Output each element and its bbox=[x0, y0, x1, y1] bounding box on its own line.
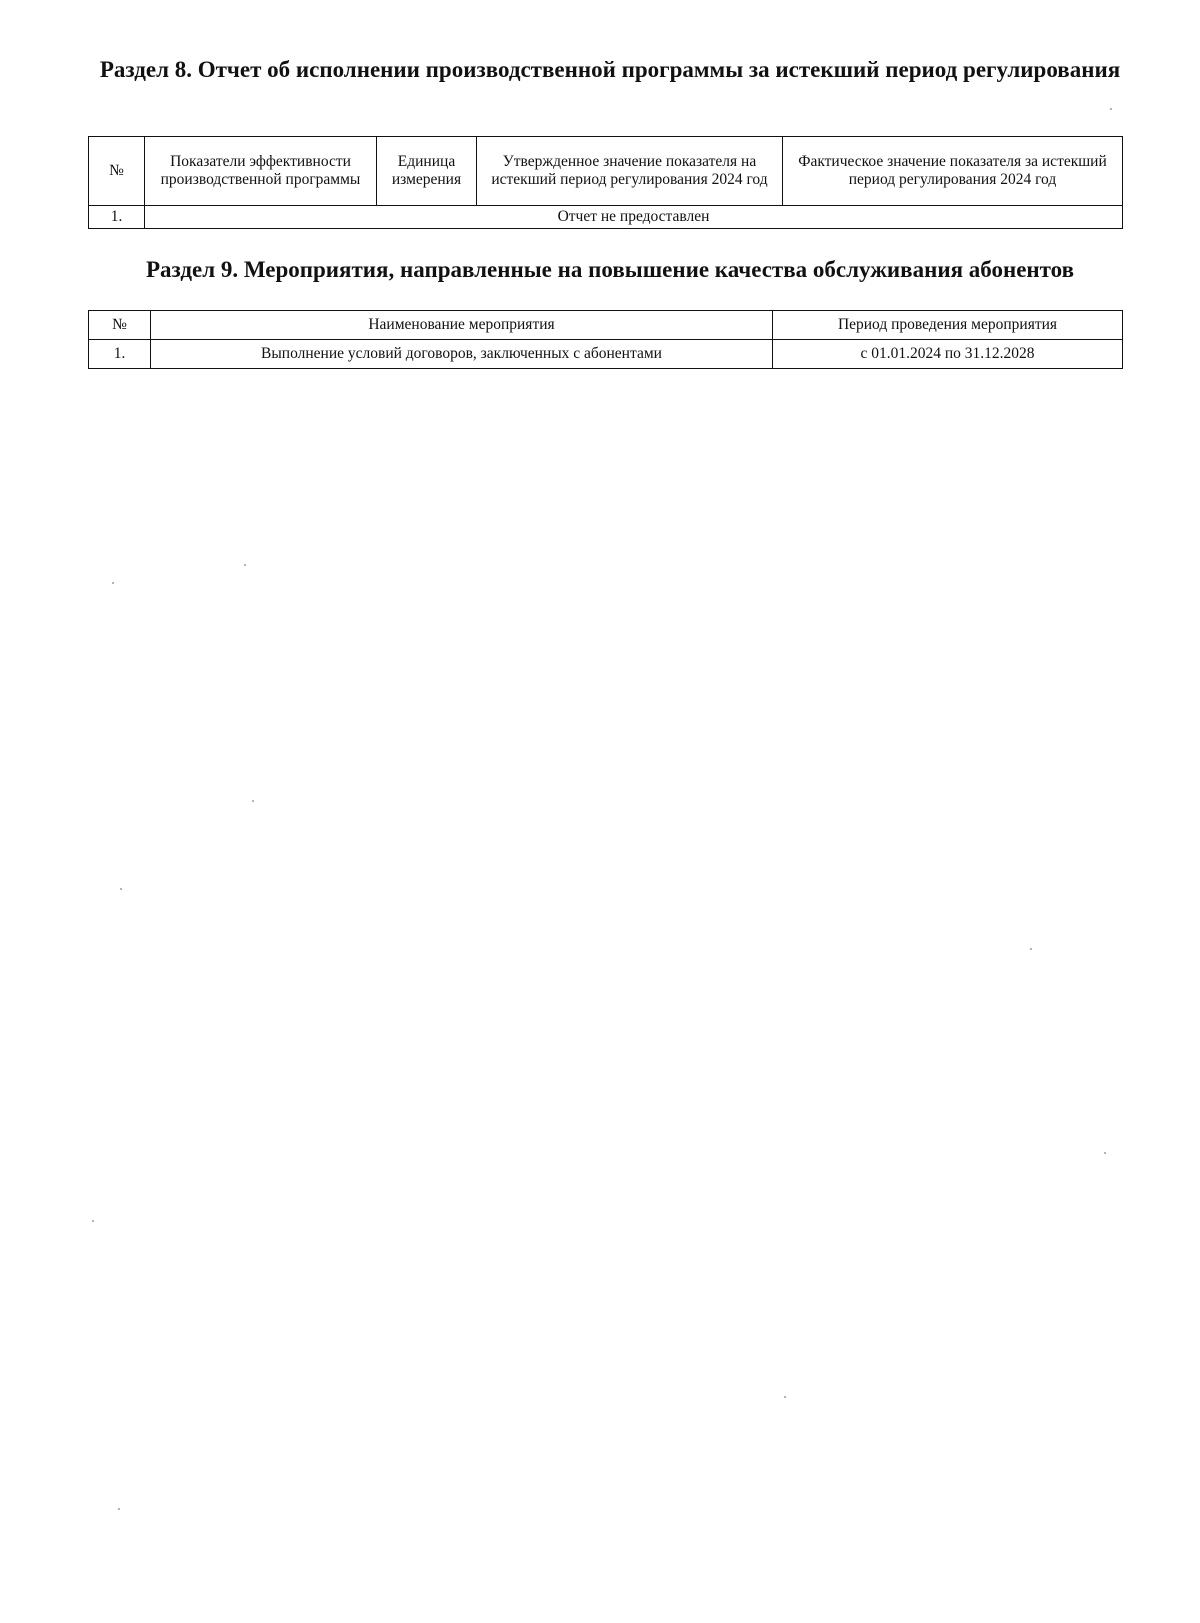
scan-speck bbox=[112, 582, 114, 584]
header-num: № bbox=[89, 137, 145, 206]
scan-speck bbox=[1030, 948, 1032, 950]
scan-speck bbox=[1110, 108, 1112, 110]
scan-speck bbox=[784, 1396, 786, 1398]
header-num: № bbox=[89, 311, 151, 340]
section-8-title: Раздел 8. Отчет об исполнении производственной программы за истекший период регулирования bbox=[99, 57, 1121, 82]
header-unit: Единица измерения bbox=[377, 137, 477, 206]
scan-speck bbox=[244, 564, 246, 566]
section-8-table bbox=[88, 136, 1123, 229]
table-header-row bbox=[89, 137, 1123, 206]
scan-speck bbox=[118, 1508, 120, 1510]
table-row bbox=[89, 206, 1123, 229]
section-9-table bbox=[88, 310, 1123, 369]
row-num: 1. bbox=[89, 206, 145, 229]
row-num: 1. bbox=[89, 340, 151, 369]
scan-speck bbox=[120, 888, 122, 890]
row-report-status: Отчет не предоставлен bbox=[145, 206, 1123, 229]
header-activity-name: Наименование мероприятия bbox=[151, 311, 773, 340]
header-activity-period: Период проведения мероприятия bbox=[773, 311, 1123, 340]
section-9-title: Раздел 9. Мероприятия, направленные на повышение качества обслуживания абонентов bbox=[145, 257, 1075, 282]
scan-speck bbox=[252, 800, 254, 802]
row-activity-name: Выполнение условий договоров, заключенных с абонентами bbox=[151, 340, 773, 369]
row-activity-period: с 01.01.2024 по 31.12.2028 bbox=[773, 340, 1123, 369]
header-indicators: Показатели эффективности производственной программы bbox=[145, 137, 377, 206]
header-approved-value: Утвержденное значение показателя на истекший период регулирования 2024 год bbox=[477, 137, 783, 206]
table-row bbox=[89, 340, 1123, 369]
header-actual-value: Фактическое значение показателя за истекший период регулирования 2024 год bbox=[783, 137, 1123, 206]
scan-speck bbox=[1104, 1152, 1106, 1154]
table-header-row bbox=[89, 311, 1123, 340]
scan-speck bbox=[92, 1220, 94, 1222]
